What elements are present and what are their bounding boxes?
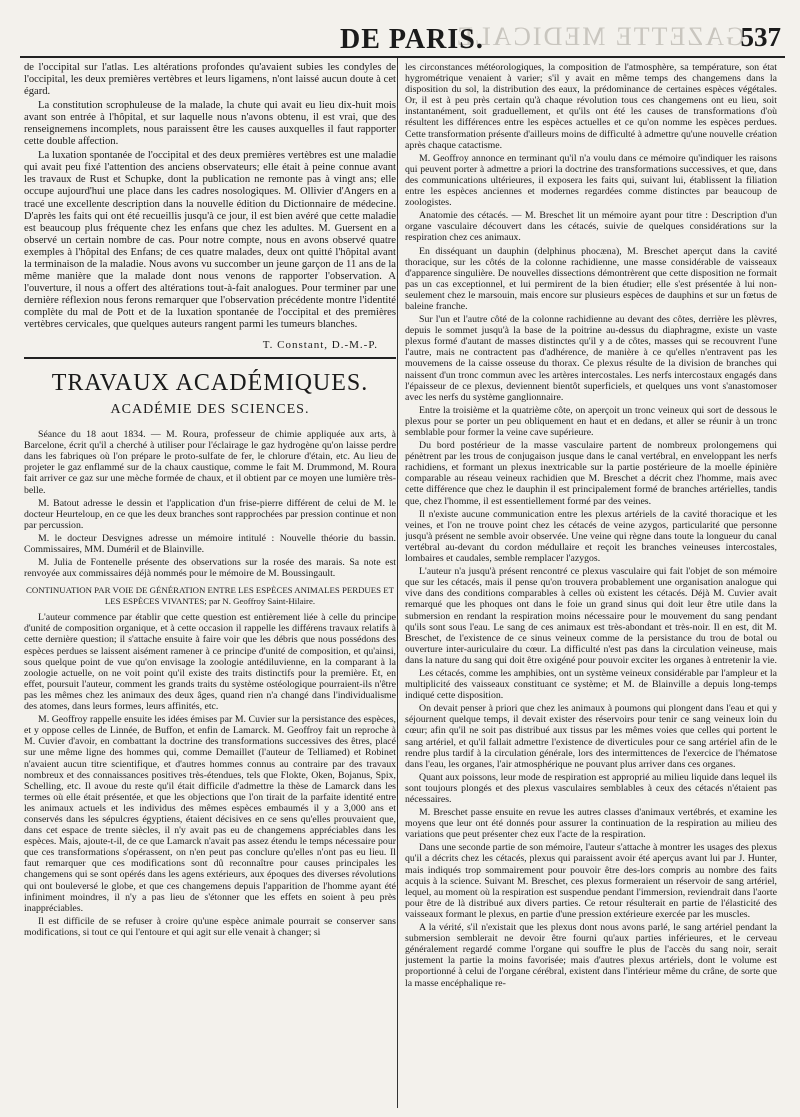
right-column xyxy=(405,62,777,1107)
column-divider xyxy=(397,58,398,1108)
paragraph: M. Julia de Fontenelle présente des observations sur la rosée des marais. Sa note est renvoyée aux commissaires déjà nommés pour le mémoire de M. Boussingault. xyxy=(24,557,396,580)
paragraph: Les cétacés, comme les amphibies, ont un système veineux considérable par l'ampleur et la multiplicité des vaisseaux constituant ce système; et M. de Blainville a depuis long-temps indiqué cette disposition. xyxy=(405,667,777,702)
author-signature: T. Constant, D.-M.-P. xyxy=(262,339,378,352)
paragraph: On devait penser à priori que chez les animaux à poumons qui plongent dans l'eau et qui y séjournent quelque temps, il devait exister des réservoirs pour tenir ce sang veineux loin du cœur; afin qu'il ne soit pas distribué aux tissus par les mêmes voies que celles qui portent le sang artériel, et qu'il fallait admettre l'existence de diverticules pour ce sang artériel afin de le rendre plus tardif à la circulation générale, lors des intermittences de l'exercice de l'hématose dans l'eau, les organes, l'air atmosphérique ne pouvant plus arriver dans ces organes. xyxy=(405,703,777,770)
paragraph: En disséquant un dauphin (delphinus phocæna), M. Breschet aperçut dans la cavité thoracique, sur les côtés de la colonne rachidienne, une masse considérable de vaisseaux d'apparence singulière. De nouvelles dissections démontrèrent que cette disposition ne formait pas un cas exceptionnel, et lui permirent de la bien étudier; elle s'est présentée à lui non-seulement chez le marsouin, mais encore sur plusieurs espèces de dauphins et sur un fœtus de baleine franche. xyxy=(405,245,777,312)
masthead xyxy=(20,16,785,58)
paragraph: Du bord postérieur de la masse vasculaire partent de nombreux prolongemens qui pénètrent par les trous de conjugaison jusque dans le canal vertébral, en enveloppant les nerfs rachidiens, et formant un plexus inextricable sur la partie postérieure de la moelle épinière comparable au réseau veineux rachidien que M. Breschet a décrit chez l'homme, mais avec cette différence que chez le dauphin il est principalement formé de branches artérielles, tandis que, chez l'homme, il est essentiellement formé par des veines. xyxy=(405,440,777,507)
paragraph: Entre la troisième et la quatrième côte, on aperçoit un tronc veineux qui sort de dessous le plexus pour se porter un peu obliquement en haut et en dedans, et aller se réunir à un tronc semblable pour former la veine cave supérieure. xyxy=(405,404,777,438)
paragraph: Il est difficile de se refuser à croire qu'une espèce animale pourrait se conserver sans modifications, si tout ce qui l'entoure et qui agit sur elle venait à changer; si xyxy=(24,915,396,938)
paragraph: A la vérité, s'il n'existait que les plexus dont nous avons parlé, le sang artériel pendant la submersion semblerait ne devoir être fourni qu'aux parties inférieures, et le cerveau généralement regardé comme l'organe qui souffre le plus de l'accès du sang noir, serait justement la partie la moins favorisée; mais d'autres plexus artériels, dont le volume est proportionné à celui de l'organe cérébral, existent dans l'intérieur même du crâne, de sorte que la masse encéphalique re- xyxy=(405,922,777,989)
paragraph: La constitution scrophuleuse de la malade, la chute qui avait eu lieu dix-huit mois avant son entrée à l'hôpital, et sur laquelle nous n'avons obtenu, il est vrai, que des renseignemens incomplets, nous paraissent être les causes auxquelles il faut rapporter cette double affection. xyxy=(24,100,396,148)
memoir-title: CONTINUATION PAR VOIE DE GÉNÉRATION ENTRE LES ESPÈCES ANIMALES PERDUES ET LES ESPÈCES VIVANTES; par N. Geoffroy Saint-Hilaire. xyxy=(25,585,394,606)
section-title: TRAVAUX ACADÉMIQUES. xyxy=(51,370,369,397)
paragraph: Anatomie des cétacés. — M. Breschet lit un mémoire ayant pour titre : Description d'un organe vasculaire découvert dans les cétacés, suivie de quelques considérations sur la respiration chez ces animaux. xyxy=(405,210,777,244)
paragraph: Quant aux poissons, leur mode de respiration est approprié au milieu liquide dans lequel ils sont toujours plongés et des plexus vasculaires semblables à ceux des cétacés n'étaient pas nécessaires. xyxy=(405,771,777,805)
paragraph: Dans une seconde partie de son mémoire, l'auteur s'attache à montrer les usages des plexus qu'il a décrits chez les cétacés, plexus qui paraissent avoir été aperçus avant lui par J. Hunter, mais indiqués trop sommairement pour pouvoir être des-lors compris au nombre des faits acquis à la science. Suivant M. Breschet, ces plexus formeraient un réservoir de sang artériel, lequel, au moment où la respiration est suspendue pendant l'immersion, reviendrait dans l'aorte pour être de là distribué aux divers parties. Ce retour résulterait en partie de l'élasticité des vaisseaux formant le plexus, en partie d'une pression extérieure exercée par les muscles. xyxy=(405,842,777,920)
paragraph: L'auteur n'a jusqu'à présent rencontré ce plexus vasculaire qui fait l'objet de son mémoire que sur les cétacés, mais il pense qu'on trouvera probablement une organisation analogue qui vive dans des conditions comparables à celles où existent les cétacés. Déjà M. Cuvier avait remarqué que les phoques ont dans le foie un grand sinus qui doit leur être utile dans la submersion en rendant la respiration moins nécessaire pour le mouvement du sang pendant qu'ils sont sous l'eau. Le sang de ces animaux est très-abondant et très-noir. Il en est, dit M. Breschet, de l'existence de ce sinus veineux comme de la persistance du trou de botal ou ouverture inter-auriculaire du cœur. La difficulté n'est pas dans la circulation veineuse, mais dans la nature du sang qui doit être oxigéné pour pouvoir exciter les organes à entretenir la vie. xyxy=(405,566,777,666)
section-rule xyxy=(24,357,396,359)
paragraph: les circonstances météorologiques, la composition de l'atmosphère, sa température, son état hygrométrique venaient à varier; s'il y avait en même temps des changemens dans la disposition du sol, la distribution des eaux, la prédominance de certaines espèces végétales. Or, il est à peu près certain qu'à chaque révolution tous ces changemens ont eu lieu, soit instantanément, soit graduellement, et qu'ils ont été les causes de transformations d'où résultent les différences entre les espèces actuelles et ce qu'on nomme les espèces perdues. Cette transformation présente d'ailleurs moins de difficulté à admettre qu'une nouvelle création après chaque catactisme. xyxy=(405,62,777,151)
left-column xyxy=(24,62,396,1107)
paragraph: La luxation spontanée de l'occipital et des deux premières vertèbres est une maladie qui avait peu fixé l'attention des anciens observateurs; elle était à peine connue avant les travaux de Rust et Schupke, dont la publication ne remonte pas à vingt ans; elle occupe aujourd'hui une place dans les cadres nosologiques. M. Ollivier d'Angers en a tracé une excellente description dans la nouvelle édition du Dictionnaire de médecine. D'après les faits qui ont été recueillis jusqu'à ce jour, il est bien avéré que cette maladie est beaucoup plus fréquente chez les enfans que chez les adultes. M. Guersent en a observé un certain nombre de cas. Pour notre compte, nous en avons observé quatre exemples à l'hôpital des Enfans; de ces quatre malades, deux ont quitté l'hôpital avant la terminaison de la maladie. Nous avons vu succomber un jeune garçon de 11 ans de la même manière que la malade dont nous venons de rapporter l'observation. A l'ouverture, il nous a offert des altérations tout-à-fait analogues. Pour terminer par une dernière réflexion nous ferons remarquer que l'observation précédente montre l'identité complète du mal de Pott et de la luxation spontanée de l'occipital et des premières vertèbres cervicales, que quelques auteurs rangent parmi les tumeurs blanches. xyxy=(24,150,396,330)
paragraph: Il n'existe aucune communication entre les plexus artériels de la cavité thoracique et les veines, et l'on ne trouve point chez les cétacés de veine azygos, particularité que personne jusqu'à présent ne semble avoir observée. Une veine qui règne dans toute la longueur du canal vertébral au-devant du cordon médullaire et reçoit les branches veineuses intercostales, lombaires et caudales, semble remplacer l'azygos. xyxy=(405,508,777,565)
newspaper-title: DE PARIS. xyxy=(340,24,484,55)
paragraph: Séance du 18 aout 1834. — M. Roura, professeur de chimie appliquée aux arts, à Barcelone, écrit qu'il a cherché à utiliser pour l'éclairage le gaz hydrogène qu'on laisse perdre dans les fabriques où l'on prépare le proto-sulfate de fer, le chlorure d'étain, etc. Au lieu de projeter le gaz enflammé sur de la chaux caustique, comme le fait M. Drummond, M. Roura fait arriver ce gaz sur une mèche formée de chaux, et il obtient par ce moyen une lumière très-belle. xyxy=(24,429,396,496)
paragraph: L'auteur commence par établir que cette question est entièrement liée à celle du principe d'unité de composition organique, et à cette occasion il rappelle les différens travaux relatifs à cette dernière question; il s'attache ensuite à faire voir que les débris que nous possédons des espèces perdues se laissent aisément ramener à ce principe d'unité de composition, et qu'ainsi, sous quelque point de vue qu'on envisage la zoologie antédiluvienne, en la comparant à la zoologie actuelle, on ne voit point qu'il existe des traits distinctifs pour la première. Et, en effet, poursuit l'auteur, comment les grands traits du système ostéologique pourraient-ils n'être pas les mêmes chez les animaux des deux âges, quand rien n'a changé dans l'individualisme des atomes, dans leurs formes, leurs affinités, etc. xyxy=(24,612,396,713)
paragraph: M. Breschet passe ensuite en revue les autres classes d'animaux vertébrés, et examine les moyens que leur ont été donnés pour assurer la continuation de la respiration au milieu des variations que peut présenter chez eux l'acte de la respiration. xyxy=(405,807,777,841)
paragraph: M. Geoffroy annonce en terminant qu'il n'a voulu dans ce mémoire qu'indiquer les raisons qui peuvent porter à admettre a priori la doctrine des transformations successives, et que, dans des communications ultérieures, il exposera les faits qui, suivant lui, établissent la filiation entre les espèces anciennes et modernes regardées comme distinctes par beaucoup de zoologistes. xyxy=(405,152,777,209)
section-subtitle: ACADÉMIE DES SCIENCES. xyxy=(110,402,310,418)
page-number: 537 xyxy=(740,22,781,52)
paragraph: M. Batout adresse le dessin et l'application d'un frise-pierre différent de celui de M. le docteur Heurteloup, en ce que les deux branches sont rapprochées par pression continue et non par percussion. xyxy=(24,497,396,531)
paragraph: M. le docteur Desvignes adresse un mémoire intitulé : Nouvelle théorie du bassin. Commissaires, MM. Duméril et de Blainville. xyxy=(24,532,396,556)
paragraph: de l'occipital sur l'atlas. Les altérations profondes qu'avaient subies les condyles de l'occipital, les deux premières vertèbres et leurs ligamens, n'ont laissé aucun doute à cet égard. xyxy=(24,62,396,98)
paragraph: M. Geoffroy rappelle ensuite les idées émises par M. Cuvier sur la persistance des espèces, et y oppose celles de Linnée, de Buffon, et enfin de Lamarck. M. Geoffroy fait un reproche à M. Cuvier d'avoir, en combattant la doctrine des transformations successives des êtres, placé sur une même ligne des hommes qui, comme Demaillet (l'auteur de Telliamed) et Robinet n'avaient aucun titre scientifique, et d'autres hommes connus au contraire par des travaux nombreux et des connaissances positives très-étendues, tels que Flokte, Oken, Bojanus, Spix, Schelling, etc. Il avoue du reste qu'il était difficile d'admettre la thèse de Lamarck dans les termes où elle était présentée, et que les objections que l'on tirait de la parfaite identité entre les animaux actuels et les individus des mêmes espèces embaumés il y a 3,000 ans et conservés dans les sépulcres égyptiens, étaient décisives en ce sens qu'elles prouvaient que, dans cet espace de trente siècles, il n'y avait pas eu de changemens appréciables dans les espèces. Mais, ajoute-t-il, de ce que Lamarck n'avait pas assez étendu le temps nécessaire pour que ces transformations s'opérassent, on n'en peut pas conclure qu'elles n'ont pas eu lieu. Il faut remarquer que ces modifications sont dû reconnaître pour causes principales les changemens qui se sont opérés dans les agens extérieurs, aux époques des diverses révolutions qui ont bouleversé le globe, et que ces changemens depuis l'apparition de l'homme ayant été infiniment moindres, il n'y a pas lieu de s'étonner que les effets en soient à peu près inappréciables. xyxy=(24,714,396,914)
show-through-text: GAZETTE MEDICALE xyxy=(455,22,745,51)
paragraph: Sur l'un et l'autre côté de la colonne rachidienne au devant des côtes, derrière les plèvres, depuis le sommet jusqu'à la base de la poitrine au-dessus du diaphragme, existe un vaste plexus formé d'autant de masses distinctes qu'il y a de côtes, masses qui se recouvrent l'une l'autre, mais ne contractent pas d'adhérence, de manière à ce qu'elles n'entravent pas les mouvemens de la caisse osseuse du thorax. Ce plexus résulte de la division de branches qui naissent d'un tronc commun avec les artères intercostales. Les nerfs intercostaux engagés dans l'épaisseur de ce plexus, deviennent bientôt superficiels, et quelques uns vont s'anastomoser avec les nerfs du système ganglionnaire. xyxy=(405,314,777,403)
